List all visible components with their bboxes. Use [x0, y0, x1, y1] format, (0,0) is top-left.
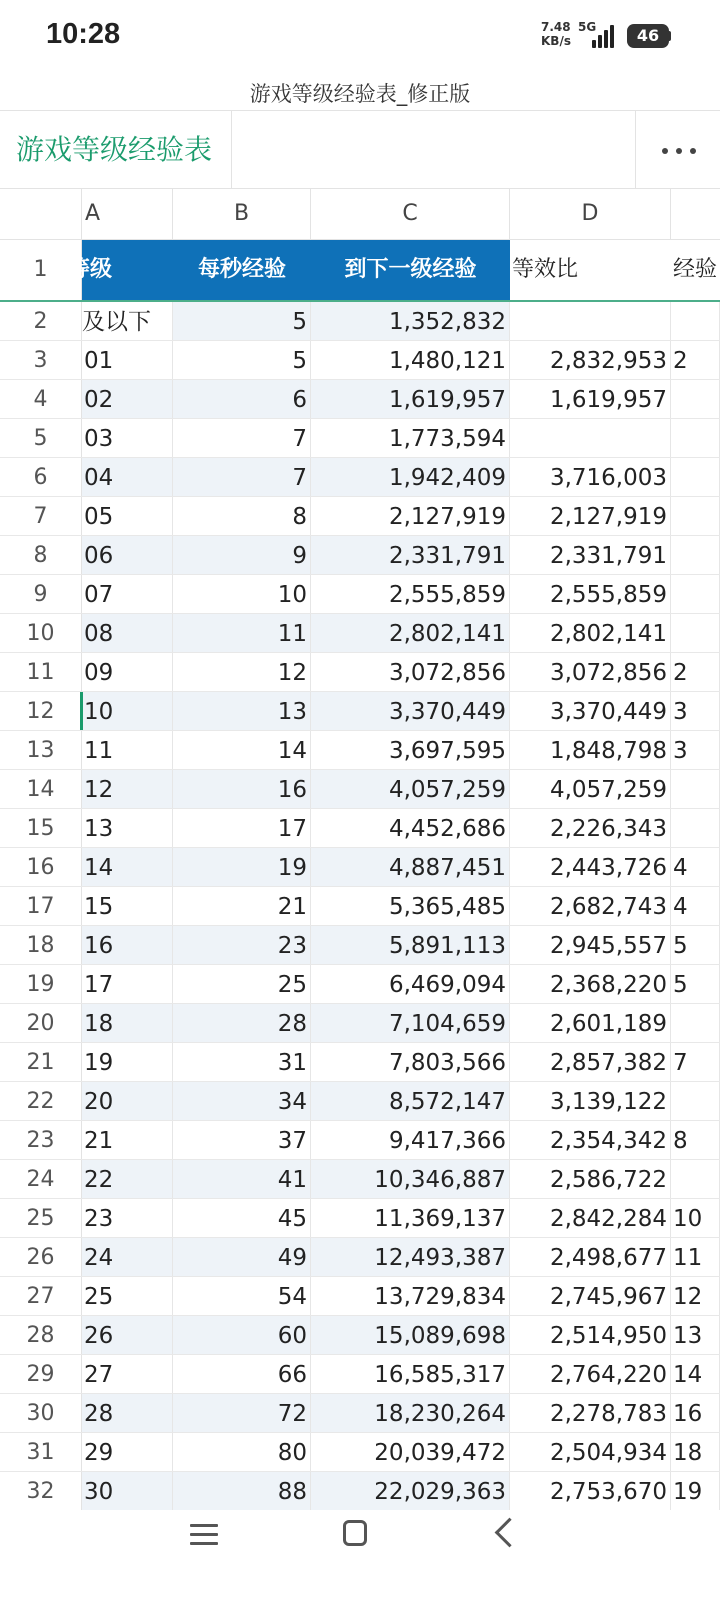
- cell-level[interactable]: 20: [82, 1082, 173, 1120]
- cell-level[interactable]: 23: [82, 1199, 173, 1237]
- cell-exp[interactable]: 2: [671, 341, 720, 379]
- cell-exp-to-next[interactable]: 1,942,409: [311, 458, 510, 496]
- cell-exp-to-next[interactable]: 22,029,363: [311, 1472, 510, 1510]
- table-row: [0, 419, 720, 458]
- header-cell-exp[interactable]: 经验: [673, 257, 718, 282]
- cell-exp[interactable]: [671, 1082, 720, 1120]
- table-row: [0, 1355, 720, 1394]
- cell-ratio[interactable]: 2,555,859: [510, 575, 671, 613]
- battery-icon: 46: [627, 24, 669, 48]
- cell-ratio[interactable]: 3,370,449: [510, 692, 671, 730]
- cell-exp-per-sec[interactable]: 45: [173, 1199, 311, 1237]
- cell-exp-to-next[interactable]: 18,230,264: [311, 1394, 510, 1432]
- network-speed: [541, 20, 571, 48]
- row-number[interactable]: 11: [0, 653, 82, 691]
- cell-exp[interactable]: 4: [671, 848, 720, 886]
- table-row: [0, 614, 720, 653]
- table-row: [0, 1004, 720, 1043]
- cell-exp-per-sec[interactable]: 5: [173, 341, 311, 379]
- cell-exp[interactable]: 18: [671, 1433, 720, 1471]
- cell-ratio[interactable]: 2,498,677: [510, 1238, 671, 1276]
- cell-exp-to-next[interactable]: 15,089,698: [311, 1316, 510, 1354]
- table-row: [0, 380, 720, 419]
- cell-ratio[interactable]: 3,139,122: [510, 1082, 671, 1120]
- row-number[interactable]: 29: [0, 1355, 82, 1393]
- table-row: [0, 965, 720, 1004]
- table-row: [0, 1199, 720, 1238]
- cell-exp-to-next[interactable]: 10,346,887: [311, 1160, 510, 1198]
- cell-exp-to-next[interactable]: 2,331,791: [311, 536, 510, 574]
- cell-exp-to-next[interactable]: 4,887,451: [311, 848, 510, 886]
- table-row: [0, 731, 720, 770]
- table-row: [0, 1433, 720, 1472]
- header-cell-ratio[interactable]: 等效比: [512, 257, 579, 282]
- cell-exp-per-sec[interactable]: 54: [173, 1277, 311, 1315]
- cell-exp[interactable]: 16: [671, 1394, 720, 1432]
- cell-ratio[interactable]: [510, 419, 671, 457]
- row-number[interactable]: 28: [0, 1316, 82, 1354]
- cell-exp[interactable]: [671, 575, 720, 613]
- cell-ratio[interactable]: 2,601,189: [510, 1004, 671, 1042]
- cell-ratio[interactable]: 2,368,220: [510, 965, 671, 1003]
- cell-exp[interactable]: [671, 302, 720, 340]
- cell-exp-to-next[interactable]: 6,469,094: [311, 965, 510, 1003]
- cell-exp-to-next[interactable]: 1,480,121: [311, 341, 510, 379]
- row-number[interactable]: 26: [0, 1238, 82, 1276]
- column-header-c[interactable]: C: [311, 188, 510, 240]
- cell-exp[interactable]: 11: [671, 1238, 720, 1276]
- table-row: [0, 692, 720, 731]
- cell-exp-per-sec[interactable]: 7: [173, 458, 311, 496]
- cell-exp[interactable]: [671, 419, 720, 457]
- cell-level[interactable]: 15: [82, 887, 173, 925]
- cell-ratio[interactable]: 2,802,141: [510, 614, 671, 652]
- spreadsheet-grid[interactable]: [0, 188, 720, 1510]
- cell-level[interactable]: 30: [82, 1472, 173, 1510]
- cell-exp-to-next[interactable]: 13,729,834: [311, 1277, 510, 1315]
- table-row: [0, 926, 720, 965]
- cell-exp-per-sec[interactable]: 37: [173, 1121, 311, 1159]
- cell-exp-to-next[interactable]: 3,697,595: [311, 731, 510, 769]
- cell-level[interactable]: 17: [82, 965, 173, 1003]
- table-row: [0, 887, 720, 926]
- column-header-a[interactable]: A: [82, 188, 173, 240]
- table-row: [0, 1160, 720, 1199]
- cell-exp-per-sec[interactable]: 6: [173, 380, 311, 418]
- table-row: [0, 1472, 720, 1511]
- cell-ratio[interactable]: 1,619,957: [510, 380, 671, 418]
- cell-ratio[interactable]: 2,682,743: [510, 887, 671, 925]
- cell-ratio[interactable]: 2,127,919: [510, 497, 671, 535]
- cell-level[interactable]: 19: [82, 1043, 173, 1081]
- status-bar: [0, 0, 720, 72]
- cell-level[interactable]: 13: [82, 809, 173, 847]
- table-row: [0, 536, 720, 575]
- cell-ratio[interactable]: 4,057,259: [510, 770, 671, 808]
- home-icon[interactable]: [343, 1520, 367, 1546]
- header-row: [0, 240, 720, 302]
- cell-ratio[interactable]: 2,764,220: [510, 1355, 671, 1393]
- cell-exp-to-next[interactable]: 7,104,659: [311, 1004, 510, 1042]
- row-number[interactable]: 10: [0, 614, 82, 652]
- row-number[interactable]: 5: [0, 419, 82, 457]
- cell-ratio[interactable]: 2,832,953: [510, 341, 671, 379]
- row-number[interactable]: 25: [0, 1199, 82, 1237]
- cell-exp[interactable]: 3: [671, 692, 720, 730]
- cell-level[interactable]: 10: [82, 692, 173, 730]
- cell-exp-per-sec[interactable]: 41: [173, 1160, 311, 1198]
- table-row: [0, 1121, 720, 1160]
- cell-exp[interactable]: 5: [671, 965, 720, 1003]
- cell-exp[interactable]: [671, 1160, 720, 1198]
- cell-level[interactable]: 26: [82, 1316, 173, 1354]
- row-number[interactable]: 4: [0, 380, 82, 418]
- cell-exp[interactable]: [671, 458, 720, 496]
- battery-tip: [668, 31, 671, 41]
- row-number[interactable]: 3: [0, 341, 82, 379]
- sheet-tab-bar: [0, 110, 720, 189]
- column-header-e[interactable]: [671, 188, 720, 240]
- row-number[interactable]: 6: [0, 458, 82, 496]
- selection-marker: [80, 692, 83, 730]
- row-number[interactable]: 15: [0, 809, 82, 847]
- row-number[interactable]: 24: [0, 1160, 82, 1198]
- header-cell-exp-per-sec[interactable]: 每秒经验: [173, 240, 311, 300]
- cell-exp[interactable]: 14: [671, 1355, 720, 1393]
- cell-level[interactable]: 24: [82, 1238, 173, 1276]
- cell-exp-to-next[interactable]: 1,619,957: [311, 380, 510, 418]
- cell-exp-to-next[interactable]: 4,452,686: [311, 809, 510, 847]
- row-number[interactable]: 9: [0, 575, 82, 613]
- cell-level[interactable]: 及以下: [82, 302, 173, 340]
- cell-level[interactable]: 22: [82, 1160, 173, 1198]
- cell-exp-per-sec[interactable]: 12: [173, 653, 311, 691]
- clock: 10:28: [46, 18, 121, 50]
- cell-exp[interactable]: [671, 770, 720, 808]
- cell-exp-per-sec[interactable]: 49: [173, 1238, 311, 1276]
- row-number[interactable]: 13: [0, 731, 82, 769]
- row-number[interactable]: 8: [0, 536, 82, 574]
- row-number[interactable]: 19: [0, 965, 82, 1003]
- cell-exp-per-sec[interactable]: 66: [173, 1355, 311, 1393]
- cell-exp[interactable]: 12: [671, 1277, 720, 1315]
- cell-level[interactable]: 11: [82, 731, 173, 769]
- row-number[interactable]: 20: [0, 1004, 82, 1042]
- cell-exp[interactable]: 8: [671, 1121, 720, 1159]
- row-number[interactable]: 16: [0, 848, 82, 886]
- cell-ratio[interactable]: 2,745,967: [510, 1277, 671, 1315]
- cell-exp[interactable]: [671, 536, 720, 574]
- cell-level[interactable]: 05: [82, 497, 173, 535]
- cell-exp-per-sec[interactable]: 5: [173, 302, 311, 340]
- cell-exp-per-sec[interactable]: 7: [173, 419, 311, 457]
- table-row: [0, 1277, 720, 1316]
- cell-exp[interactable]: 19: [671, 1472, 720, 1510]
- cell-exp-to-next[interactable]: 1,352,832: [311, 302, 510, 340]
- table-row: [0, 1082, 720, 1121]
- cell-exp-to-next[interactable]: 20,039,472: [311, 1433, 510, 1471]
- row-number[interactable]: 14: [0, 770, 82, 808]
- cell-ratio[interactable]: 2,945,557: [510, 926, 671, 964]
- cell-level[interactable]: 03: [82, 419, 173, 457]
- cell-exp-per-sec[interactable]: 11: [173, 614, 311, 652]
- cell-level[interactable]: 08: [82, 614, 173, 652]
- cell-exp-per-sec[interactable]: 25: [173, 965, 311, 1003]
- row-number[interactable]: 32: [0, 1472, 82, 1510]
- cell-exp-per-sec[interactable]: 88: [173, 1472, 311, 1510]
- cell-ratio[interactable]: [510, 302, 671, 340]
- signal-icon: [592, 24, 618, 48]
- cell-level[interactable]: 25: [82, 1277, 173, 1315]
- cell-exp-per-sec[interactable]: 13: [173, 692, 311, 730]
- cell-exp-to-next[interactable]: 2,555,859: [311, 575, 510, 613]
- cell-ratio[interactable]: 3,716,003: [510, 458, 671, 496]
- cell-level[interactable]: 28: [82, 1394, 173, 1432]
- cell-level[interactable]: 09: [82, 653, 173, 691]
- cell-exp-per-sec[interactable]: 8: [173, 497, 311, 535]
- table-row: [0, 302, 720, 341]
- table-row: [0, 1043, 720, 1082]
- cell-exp[interactable]: 5: [671, 926, 720, 964]
- cell-ratio[interactable]: 2,842,284: [510, 1199, 671, 1237]
- row-number[interactable]: 7: [0, 497, 82, 535]
- table-row: [0, 497, 720, 536]
- row-number[interactable]: 18: [0, 926, 82, 964]
- cell-exp-to-next[interactable]: 9,417,366: [311, 1121, 510, 1159]
- cell-level[interactable]: 18: [82, 1004, 173, 1042]
- cell-level[interactable]: 12: [82, 770, 173, 808]
- row-number[interactable]: 1: [0, 240, 82, 300]
- cell-ratio[interactable]: 2,226,343: [510, 809, 671, 847]
- cell-exp[interactable]: 10: [671, 1199, 720, 1237]
- cell-exp-per-sec[interactable]: 17: [173, 809, 311, 847]
- cell-exp-per-sec[interactable]: 23: [173, 926, 311, 964]
- cell-ratio[interactable]: 2,504,934: [510, 1433, 671, 1471]
- table-row: [0, 341, 720, 380]
- cell-exp-to-next[interactable]: 1,773,594: [311, 419, 510, 457]
- corner-cell[interactable]: [0, 188, 82, 240]
- sheet-tab-active[interactable]: 游戏等级经验表: [0, 111, 232, 188]
- cell-exp[interactable]: [671, 380, 720, 418]
- header-cell-exp-to-next[interactable]: 到下一级经验: [311, 240, 510, 300]
- cell-exp-to-next[interactable]: 12,493,387: [311, 1238, 510, 1276]
- cell-level[interactable]: 14: [82, 848, 173, 886]
- more-options-button[interactable]: [635, 111, 721, 188]
- cell-ratio[interactable]: 2,443,726: [510, 848, 671, 886]
- cell-exp-per-sec[interactable]: 80: [173, 1433, 311, 1471]
- cell-level[interactable]: 21: [82, 1121, 173, 1159]
- row-number[interactable]: 27: [0, 1277, 82, 1315]
- table-row: [0, 653, 720, 692]
- cell-exp-to-next[interactable]: 2,127,919: [311, 497, 510, 535]
- cell-exp[interactable]: 2: [671, 653, 720, 691]
- column-header-b[interactable]: B: [173, 188, 311, 240]
- cell-exp-per-sec[interactable]: 16: [173, 770, 311, 808]
- row-number[interactable]: 17: [0, 887, 82, 925]
- cell-exp[interactable]: 13: [671, 1316, 720, 1354]
- cell-exp-to-next[interactable]: 8,572,147: [311, 1082, 510, 1120]
- cell-exp-per-sec[interactable]: 72: [173, 1394, 311, 1432]
- cell-ratio[interactable]: 2,278,783: [510, 1394, 671, 1432]
- cell-exp-per-sec[interactable]: 34: [173, 1082, 311, 1120]
- row-number[interactable]: 23: [0, 1121, 82, 1159]
- document-title: 游戏等级经验表_修正版: [249, 82, 471, 106]
- header-cell-level[interactable]: 等级: [82, 240, 173, 300]
- cell-exp[interactable]: [671, 809, 720, 847]
- cell-exp-per-sec[interactable]: 19: [173, 848, 311, 886]
- cell-level[interactable]: 06: [82, 536, 173, 574]
- cell-exp-to-next[interactable]: 16,585,317: [311, 1355, 510, 1393]
- cell-exp[interactable]: 3: [671, 731, 720, 769]
- cell-exp[interactable]: 4: [671, 887, 720, 925]
- cell-ratio[interactable]: 2,857,382: [510, 1043, 671, 1081]
- cell-exp-to-next[interactable]: 2,802,141: [311, 614, 510, 652]
- cell-ratio[interactable]: 1,848,798: [510, 731, 671, 769]
- cell-exp-to-next[interactable]: 3,072,856: [311, 653, 510, 691]
- cell-exp[interactable]: [671, 614, 720, 652]
- network-speed-value: 7.48: [541, 20, 571, 34]
- row-number[interactable]: 30: [0, 1394, 82, 1432]
- row-number[interactable]: 31: [0, 1433, 82, 1471]
- row-number[interactable]: 21: [0, 1043, 82, 1081]
- cell-exp-to-next[interactable]: 5,365,485: [311, 887, 510, 925]
- cell-ratio[interactable]: 2,753,670: [510, 1472, 671, 1510]
- table-row: [0, 575, 720, 614]
- cell-ratio[interactable]: 2,354,342: [510, 1121, 671, 1159]
- menu-icon[interactable]: [190, 1522, 218, 1548]
- cell-exp-per-sec[interactable]: 28: [173, 1004, 311, 1042]
- cell-ratio[interactable]: 3,072,856: [510, 653, 671, 691]
- cell-level[interactable]: 01: [82, 341, 173, 379]
- cell-level[interactable]: 02: [82, 380, 173, 418]
- cell-ratio[interactable]: 2,514,950: [510, 1316, 671, 1354]
- network-speed-unit: KB/s: [541, 34, 571, 48]
- cell-level[interactable]: 07: [82, 575, 173, 613]
- table-row: [0, 848, 720, 887]
- cell-exp-to-next[interactable]: 11,369,137: [311, 1199, 510, 1237]
- cell-exp-per-sec[interactable]: 10: [173, 575, 311, 613]
- table-row: [0, 770, 720, 809]
- cell-ratio[interactable]: 2,586,722: [510, 1160, 671, 1198]
- row-number[interactable]: 2: [0, 302, 82, 340]
- cell-exp-per-sec[interactable]: 14: [173, 731, 311, 769]
- table-row: [0, 458, 720, 497]
- table-row: [0, 1394, 720, 1433]
- cell-ratio[interactable]: 2,331,791: [510, 536, 671, 574]
- row-number[interactable]: 22: [0, 1082, 82, 1120]
- cell-exp-to-next[interactable]: 5,891,113: [311, 926, 510, 964]
- cell-exp-per-sec[interactable]: 9: [173, 536, 311, 574]
- cell-level[interactable]: 04: [82, 458, 173, 496]
- cell-exp[interactable]: [671, 497, 720, 535]
- cell-exp[interactable]: 7: [671, 1043, 720, 1081]
- table-row: [0, 1238, 720, 1277]
- cell-exp-per-sec[interactable]: 21: [173, 887, 311, 925]
- cell-level[interactable]: 16: [82, 926, 173, 964]
- table-row: [0, 809, 720, 848]
- cell-exp-per-sec[interactable]: 31: [173, 1043, 311, 1081]
- row-number[interactable]: 12: [0, 692, 82, 730]
- table-row: [0, 1316, 720, 1355]
- cell-level[interactable]: 27: [82, 1355, 173, 1393]
- cell-exp[interactable]: [671, 1004, 720, 1042]
- more-icon: [662, 148, 668, 154]
- network-type: 5G: [578, 20, 597, 34]
- cell-level[interactable]: 29: [82, 1433, 173, 1471]
- cell-exp-to-next[interactable]: 7,803,566: [311, 1043, 510, 1081]
- cell-exp-per-sec[interactable]: 60: [173, 1316, 311, 1354]
- cell-exp-to-next[interactable]: 4,057,259: [311, 770, 510, 808]
- column-header-d[interactable]: D: [510, 188, 671, 240]
- cell-exp-to-next[interactable]: 3,370,449: [311, 692, 510, 730]
